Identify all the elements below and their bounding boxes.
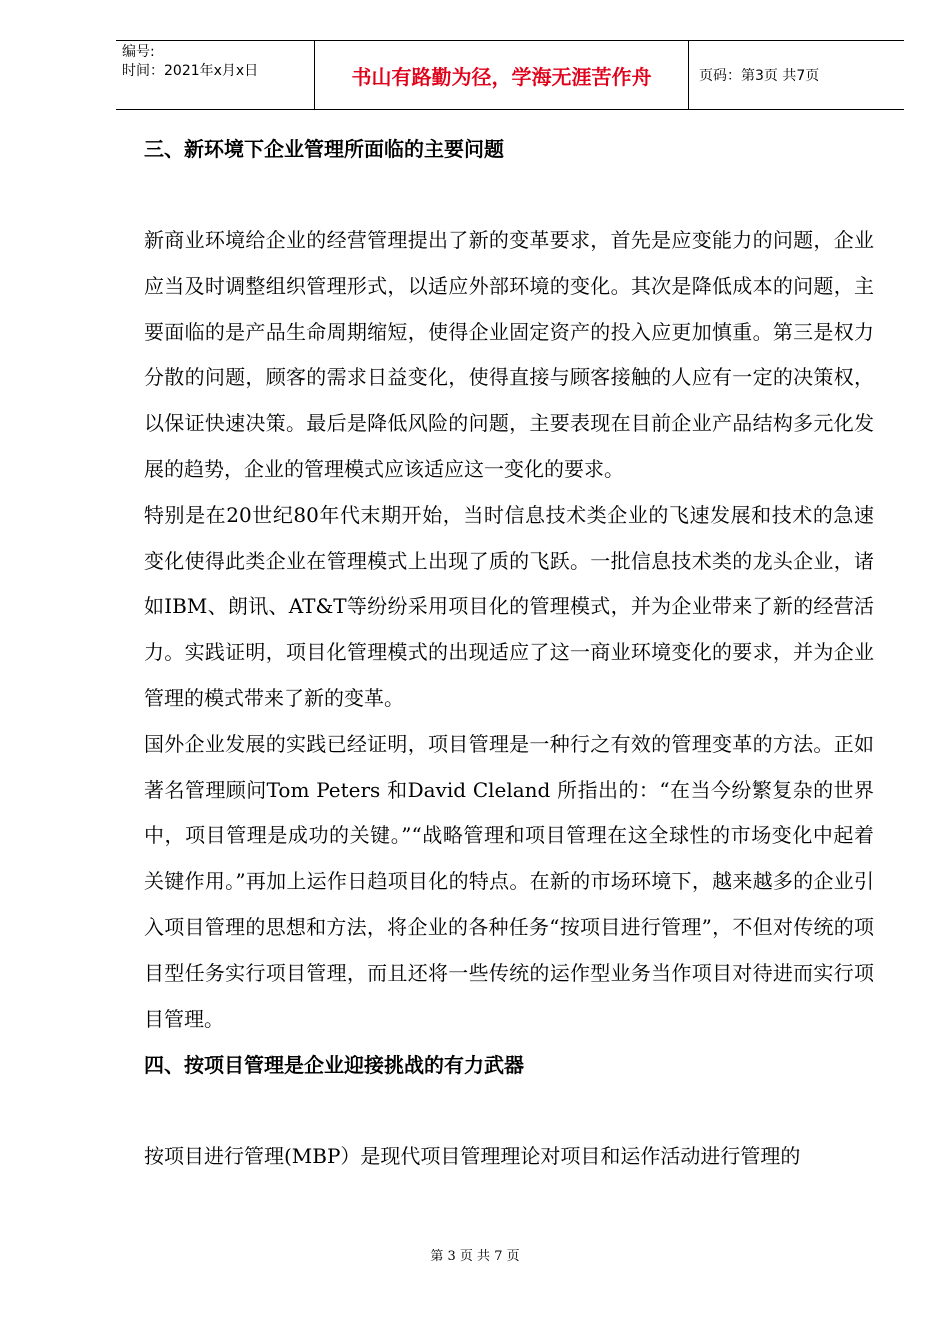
- document-header: [116, 40, 904, 110]
- paragraph: 新商业环境给企业的经营管理提出了新的变革要求，首先是应变能力的问题，企业应当及时调整组织管理形式，以适应外部环境的变化。其次是降低成本的问题，主要面临的是产品生命周期缩短，使得企业固定资产的投入应更加慎重。第三是权力分散的问题，顾客的需求日益变化，使得直接与顾客接触的人应有一定的决策权，以保证快速决策。最后是降低风险的问题，主要表现在目前企业产品结构多元化发展的趋势，企业的管理模式应该适应这一变化的要求。: [144, 228, 874, 481]
- doc-number-label: 编号:: [122, 44, 155, 60]
- header-motto: 书山有路勤为径，学海无涯苦作舟: [315, 41, 689, 109]
- header-page-number: 页码：第3页 共7页: [699, 68, 820, 84]
- page-footer: 第 3 页 共 7 页: [430, 1249, 520, 1264]
- paragraph: 特别是在20世纪80年代末期开始，当时信息技术类企业的飞速发展和技术的急速变化使得此类企业在管理模式上出现了质的飞跃。一批信息技术类的龙头企业，诸如IBM、朗讯、AT&T等纷纷采用项目化的管理模式，并为企业带来了新的经营活力。实践证明，项目化管理模式的出现适应了这一商业环境变化的要求，并为企业管理的模式带来了新的变革。: [144, 502, 874, 710]
- section-heading-4: 四、按项目管理是企业迎接挑战的有力武器: [144, 1053, 524, 1078]
- paragraph: 国外企业发展的实践已经证明，项目管理是一种行之有效的管理变革的方法。正如著名管理顾问Tom Peters 和David Cleland 所指出的：“在当今纷繁复杂的世界中，项目管理是成功的关键。”“战略管理和项目管理在这全球性的市场变化中起着关键作用。”再加上运作日趋项目化的特点。在新的市场环境下，越来越多的企业引入项目管理的思想和方法，将企业的各种任务“按项目进行管理”，不但对传统的项目型任务实行项目管理，而且还将一些传统的运作型业务当作项目对待进而实行项目管理。: [144, 731, 874, 1031]
- section-heading-3: 三、新环境下企业管理所面临的主要问题: [144, 137, 504, 161]
- doc-time-label: 时间：2021年x月x日: [122, 63, 259, 79]
- paragraph: 按项目进行管理(MBP）是现代项目管理理论对项目和运作活动进行管理的: [144, 1144, 801, 1169]
- header-meta: [116, 41, 315, 109]
- document-body: [144, 126, 874, 1180]
